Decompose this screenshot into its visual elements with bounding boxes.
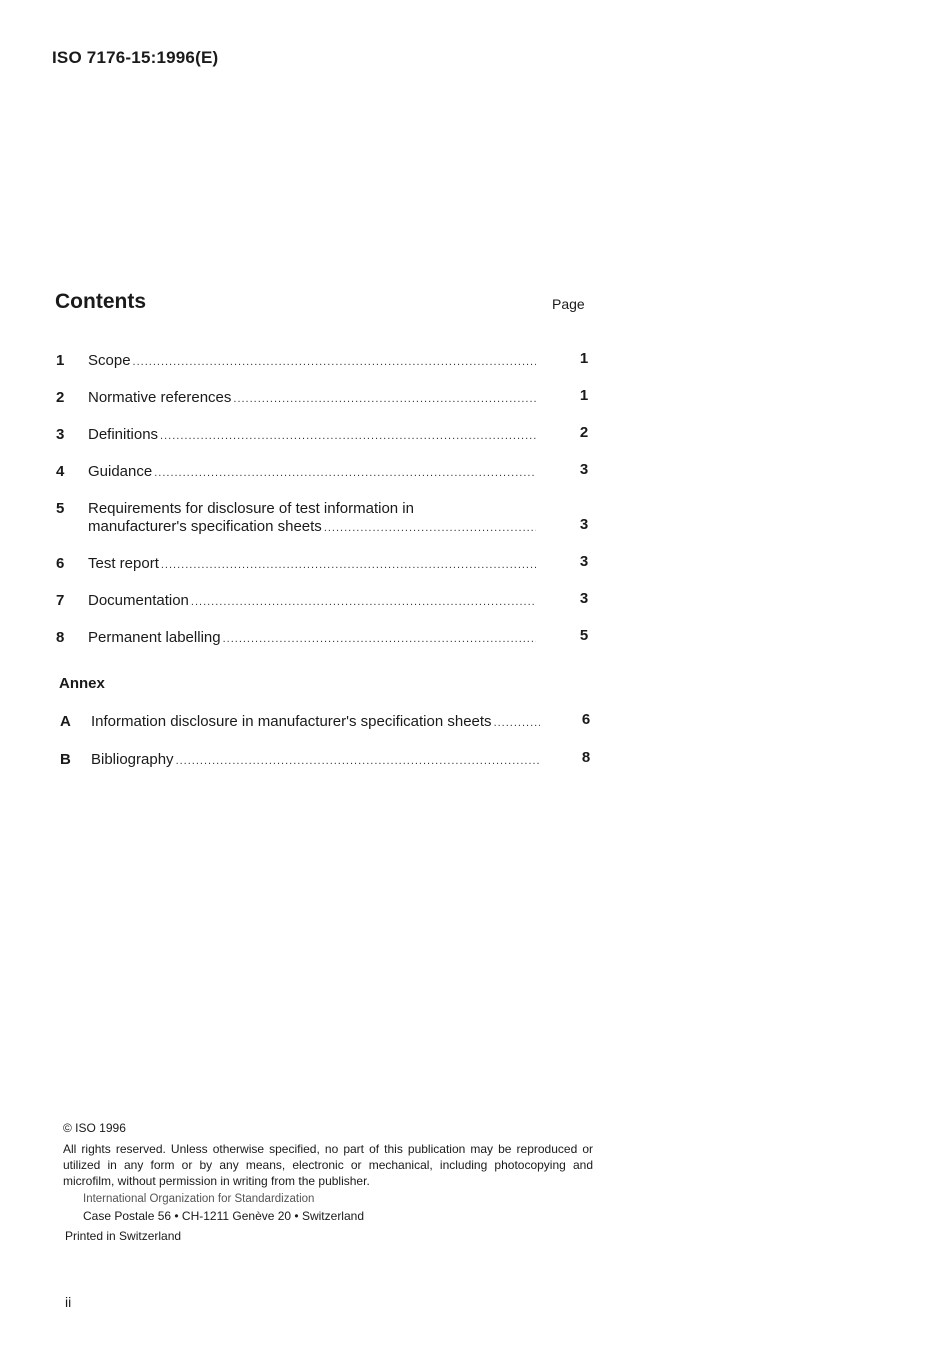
toc-entry-title: Requirements for disclosure of test information in: [88, 500, 414, 517]
toc-entry-number: B: [60, 751, 71, 768]
toc-entry-page: 5: [579, 627, 589, 644]
leader-dots: [233, 390, 536, 408]
organization-address: Case Postale 56 • CH-1211 Genève 20 • Switzerland: [83, 1209, 364, 1223]
toc-entry-title: Information disclosure in manufacturer's specification sheets: [91, 713, 492, 730]
toc-entry-page: 3: [579, 553, 589, 570]
annex-heading: Annex: [59, 675, 105, 692]
toc-entry-number: 4: [56, 463, 65, 480]
toc-entry-number: 7: [56, 592, 65, 609]
organization-name: International Organization for Standardization: [83, 1193, 315, 1205]
leader-dots: [494, 714, 540, 732]
rights-statement: All rights reserved. Unless otherwise specified, no part of this publication may be reproduced or utilized in any form or by any means, electronic or mechanical, including photocopying and microfilm, without permission in writing from the publisher.: [63, 1142, 593, 1188]
toc-entry-page: 1: [579, 387, 589, 404]
toc-entry-title: Normative references: [88, 389, 232, 406]
toc-entry-title: Scope: [88, 352, 131, 369]
toc-entry-number: 8: [56, 629, 65, 646]
leader-dots: [154, 464, 536, 482]
document-id: ISO 7176-15:1996(E): [52, 48, 219, 67]
toc-entry-number: 3: [56, 426, 65, 443]
toc-entry-title: Bibliography: [91, 751, 174, 768]
page-number: ii: [65, 1294, 72, 1310]
leader-dots: [176, 752, 540, 770]
leader-dots: [324, 519, 536, 537]
contents-title: Contents: [55, 290, 146, 313]
toc-entry-page: 8: [581, 749, 591, 766]
printed-location: Printed in Switzerland: [65, 1229, 182, 1243]
toc-entry-page: 2: [579, 424, 589, 441]
page-column-heading: Page: [552, 296, 585, 312]
leader-dots: [133, 353, 536, 371]
toc-entry-number: A: [60, 713, 71, 730]
leader-dots: [160, 427, 536, 445]
toc-entry-title-continued: manufacturer's specification sheets: [88, 518, 322, 535]
toc-entry-page: 3: [579, 516, 589, 533]
leader-dots: [223, 630, 536, 648]
toc-entry-page: 3: [579, 461, 589, 478]
leader-dots: [191, 593, 536, 611]
toc-entry-number: 6: [56, 555, 65, 572]
toc-entry-page: 6: [581, 711, 591, 728]
toc-entry-title: Definitions: [88, 426, 159, 443]
toc-entry-title: Documentation: [88, 592, 189, 609]
leader-dots: [161, 556, 536, 574]
toc-entry-number: 2: [56, 389, 65, 406]
toc-entry-title: Guidance: [88, 463, 153, 480]
copyright-notice: © ISO 1996: [63, 1121, 126, 1135]
toc-entry-title: Test report: [88, 555, 159, 572]
toc-entry-number: 1: [56, 352, 65, 369]
toc-entry-number: 5: [56, 500, 65, 517]
toc-entry-page: 1: [579, 350, 589, 367]
toc-entry-page: 3: [579, 590, 589, 607]
toc-entry-title: Permanent labelling: [88, 629, 221, 646]
